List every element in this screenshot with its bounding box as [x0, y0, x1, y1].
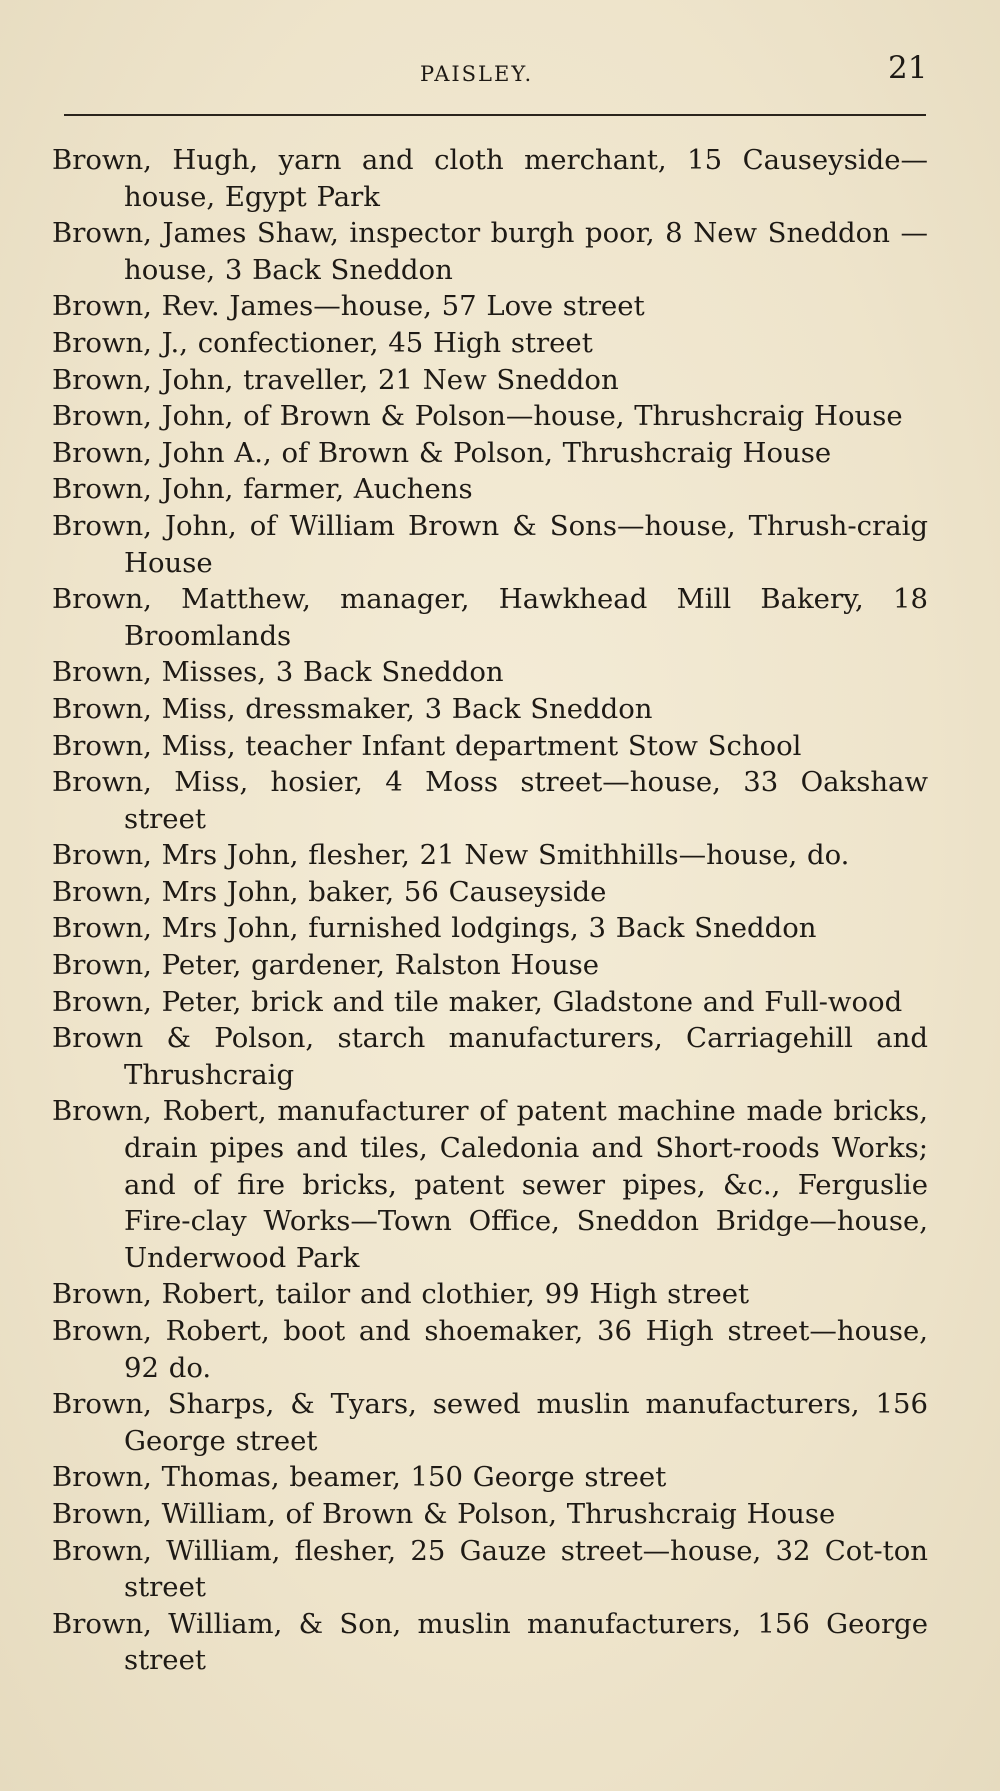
- directory-entry: Brown, Mrs John, furnished lodgings, 3 Back Sneddon: [52, 912, 817, 945]
- directory-entry: Brown, William, & Son, muslin manufacturers, 156 George street: [52, 1607, 928, 1677]
- directory-entry: Brown, Thomas, beamer, 150 George street: [52, 1461, 667, 1494]
- directory-entry: Brown, Miss, dressmaker, 3 Back Sneddon: [52, 692, 653, 725]
- header-rule: [64, 114, 926, 116]
- directory-entry: Brown, J., confectioner, 45 High street: [52, 326, 593, 359]
- directory-entry: Brown, William, flesher, 25 Gauze street—house, 32 Cot-ton street: [52, 1534, 928, 1604]
- directory-entry: Brown, Mrs John, baker, 56 Causeyside: [52, 875, 607, 908]
- directory-entry: Brown, John, of William Brown & Sons—house, Thrush-craig House: [52, 509, 928, 579]
- directory-entry: Brown, John, farmer, Auchens: [52, 473, 473, 506]
- directory-entries: [52, 142, 928, 1679]
- directory-entry: Brown, William, of Brown & Polson, Thrushcraig House: [52, 1497, 836, 1530]
- directory-entry: Brown, Rev. James—house, 57 Love street: [52, 290, 645, 323]
- directory-entry: Brown, Miss, hosier, 4 Moss street—house, 33 Oakshaw street: [52, 766, 928, 835]
- page-header: [0, 50, 1000, 90]
- directory-entry: Brown, John, of Brown & Polson—house, Thrushcraig House: [52, 400, 903, 433]
- running-head: PAISLEY.: [420, 62, 534, 86]
- directory-entry: Brown, Peter, brick and tile maker, Gladstone and Full-wood: [52, 985, 903, 1018]
- directory-entry: Brown, Misses, 3 Back Sneddon: [52, 656, 504, 689]
- directory-entry: Brown, Peter, gardener, Ralston House: [52, 949, 600, 982]
- directory-entry: Brown, Mrs John, flesher, 21 New Smithhills—house, do.: [52, 839, 850, 872]
- directory-entry: Brown & Polson, starch manufacturers, Carriagehill and Thrushcraig: [52, 1022, 928, 1091]
- page-number: 21: [888, 50, 928, 86]
- directory-entry: Brown, Sharps, & Tyars, sewed muslin manufacturers, 156 George street: [52, 1388, 928, 1457]
- directory-entry: Brown, Matthew, manager, Hawkhead Mill Bakery, 18 Broomlands: [52, 583, 928, 652]
- directory-entry: Brown, Robert, manufacturer of patent machine made bricks, drain pipes and tiles, Caledonia and Short-roods Works; and of fire bricks, patent sewer pipes, &c., Ferguslie Fire-clay Works—Town Office, Sneddon Bridge—house, Underwood Park: [52, 1095, 928, 1274]
- directory-entry: Brown, John, traveller, 21 New Sneddon: [52, 363, 619, 396]
- directory-entry: Brown, Robert, boot and shoemaker, 36 High street—house, 92 do.: [52, 1315, 928, 1384]
- directory-entry: Brown, James Shaw, inspector burgh poor, 8 New Sneddon —house, 3 Back Sneddon: [52, 217, 928, 286]
- directory-entry: Brown, Hugh, yarn and cloth merchant, 15 Causeyside—house, Egypt Park: [52, 144, 928, 213]
- directory-entry: Brown, Robert, tailor and clothier, 99 High street: [52, 1278, 750, 1311]
- directory-entry: Brown, John A., of Brown & Polson, Thrushcraig House: [52, 436, 832, 469]
- directory-entry: Brown, Miss, teacher Infant department Stow School: [52, 729, 802, 762]
